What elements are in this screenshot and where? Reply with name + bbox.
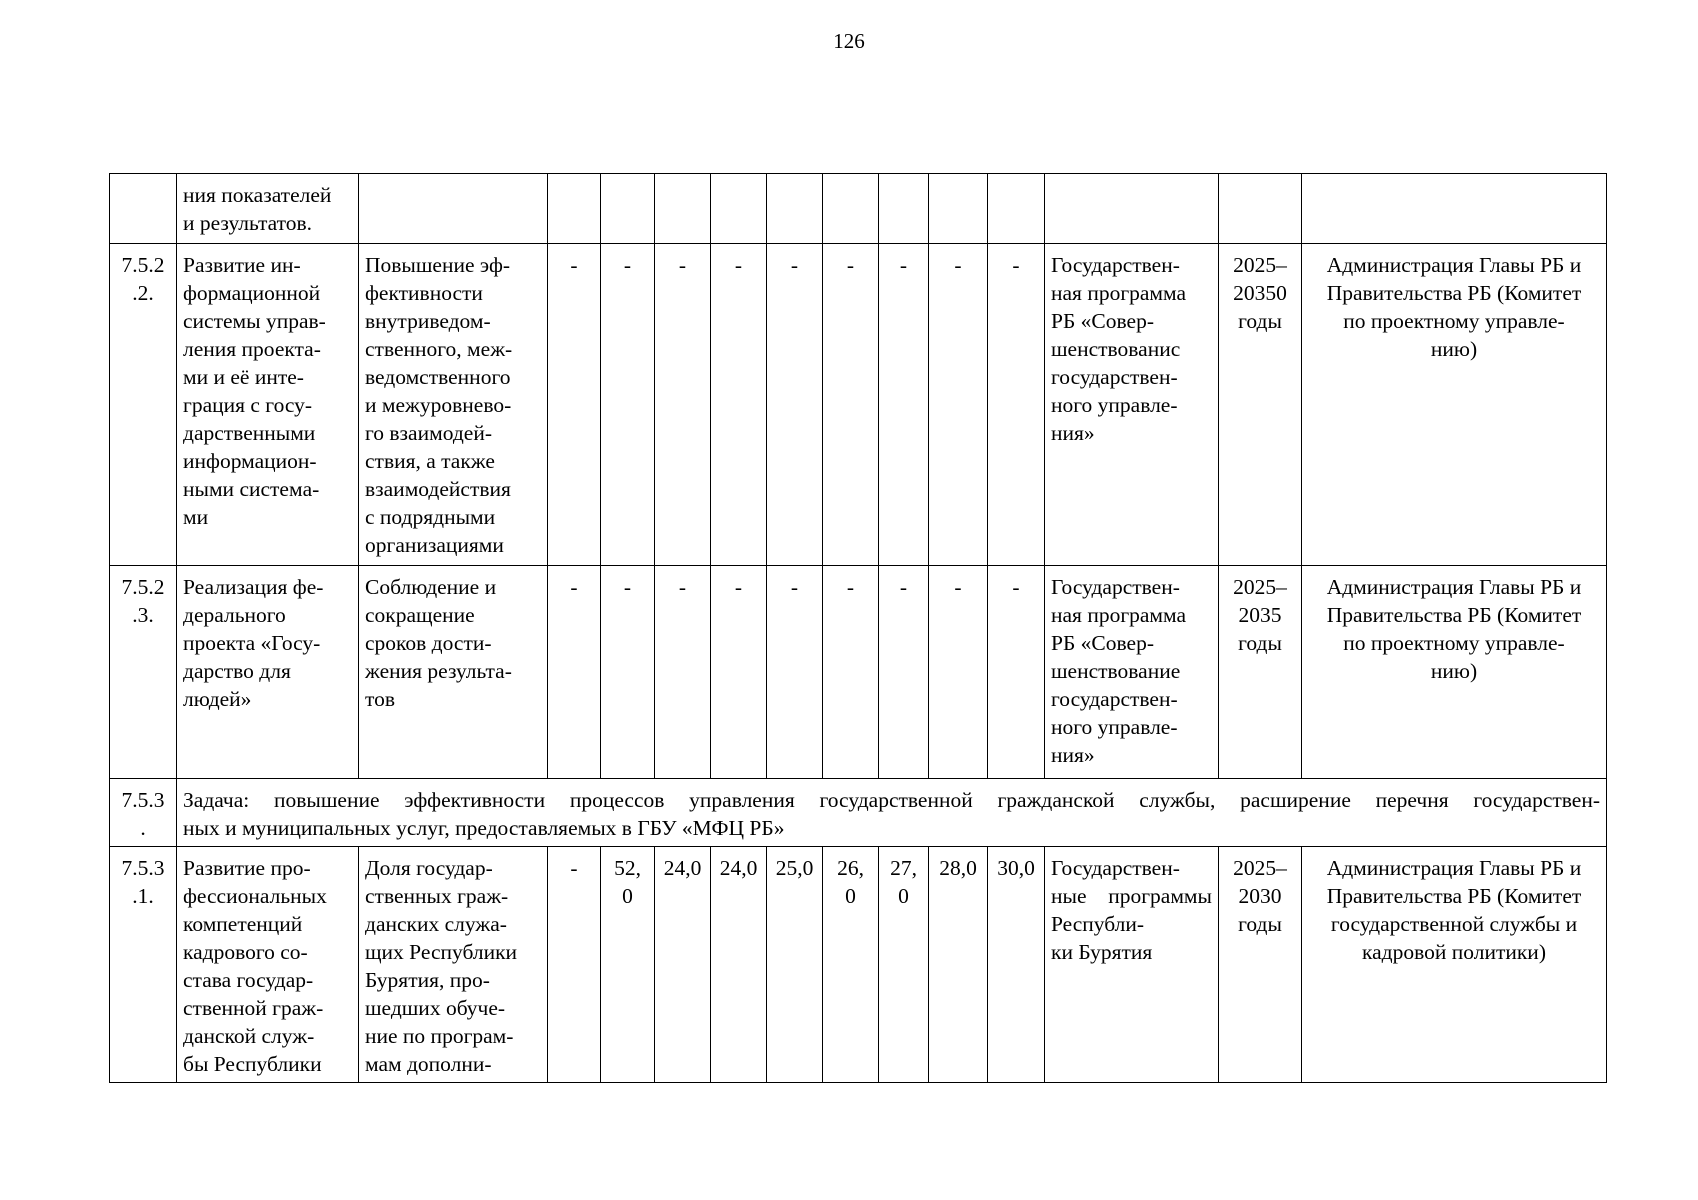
value-cell: - [711, 566, 767, 779]
program-cell: Государствен- ная программа РБ «Совер- шенствованис государствен- ного управле- ния» [1045, 244, 1219, 566]
value-cell: - [988, 566, 1045, 779]
program-cell [1045, 174, 1219, 244]
activity-name-cell: Развитие ин- формационной системы управ- ления проекта- ми и её инте- грация с госу- дарственными информацион- ными системa- ми [177, 244, 359, 566]
task-row [110, 779, 1607, 847]
value-cell: - [711, 244, 767, 566]
program-cell: Государствен- ные программы Республи- ки Бурятия [1045, 847, 1219, 1083]
row-number-cell [110, 174, 177, 244]
table-row [110, 174, 1607, 244]
value-cell: - [988, 244, 1045, 566]
task-text-cell [177, 779, 1607, 847]
table-row [110, 847, 1607, 1083]
value-cell: - [879, 566, 929, 779]
value-cell: 27, 0 [879, 847, 929, 1083]
value-cell [767, 174, 823, 244]
value-cell: - [929, 566, 988, 779]
value-cell: 30,0 [988, 847, 1045, 1083]
program-activities-table [109, 173, 1607, 1083]
value-cell: - [767, 566, 823, 779]
value-cell: - [767, 244, 823, 566]
indicator-cell: Соблюдение и сокращение сроков дости- жения результа- тов [359, 566, 548, 779]
value-cell: - [548, 847, 601, 1083]
value-cell [823, 174, 879, 244]
value-cell: - [823, 566, 879, 779]
period-cell: 2025– 2035 годы [1219, 566, 1302, 779]
value-cell: 24,0 [711, 847, 767, 1083]
row-number-cell: 7.5.3 .1. [110, 847, 177, 1083]
page-number: 126 [833, 29, 865, 53]
period-cell: 2025– 2030 годы [1219, 847, 1302, 1083]
value-cell [711, 174, 767, 244]
table-row [110, 244, 1607, 566]
period-cell [1219, 174, 1302, 244]
value-cell: - [655, 244, 711, 566]
value-cell [655, 174, 711, 244]
value-cell: - [601, 566, 655, 779]
value-cell: 52, 0 [601, 847, 655, 1083]
row-number-cell: 7.5.2 .3. [110, 566, 177, 779]
value-cell: - [823, 244, 879, 566]
value-cell: - [601, 244, 655, 566]
value-cell [929, 174, 988, 244]
value-cell: 25,0 [767, 847, 823, 1083]
activity-name-cell: ния показателей и результатов. [177, 174, 359, 244]
value-cell [988, 174, 1045, 244]
program-cell: Государствен- ная программа РБ «Совер- шенствование государствен- ного управле- ния» [1045, 566, 1219, 779]
value-cell: - [548, 566, 601, 779]
value-cell: - [655, 566, 711, 779]
value-cell: 28,0 [929, 847, 988, 1083]
value-cell: 26, 0 [823, 847, 879, 1083]
value-cell [548, 174, 601, 244]
indicator-cell: Повышение эф- фективности внутриведом- ственного, меж- ведомственного и межуровнево- го взаимодей- ствия, а также взаимодействия с подрядными организациями [359, 244, 548, 566]
table-row [110, 566, 1607, 779]
task-text-line: ных и муниципальных услуг, предоставляемых в ГБУ «МФЦ РБ» [183, 816, 785, 840]
task-text-line: Задача: повышение эффективности процессов управления государственной гражданской службы, расширение перечня государствен- [183, 788, 1600, 812]
executor-cell: Администрация Главы РБ и Правительства РБ (Комитет по проектному управле- нию) [1302, 244, 1607, 566]
value-cell [601, 174, 655, 244]
value-cell [879, 174, 929, 244]
value-cell: 24,0 [655, 847, 711, 1083]
task-number-cell: 7.5.3 . [110, 779, 177, 847]
value-cell: - [879, 244, 929, 566]
period-cell: 2025– 20350 годы [1219, 244, 1302, 566]
indicator-cell: Доля государ- ственных граж- данских служа- щих Республики Бурятия, про- шедших обуче- ние по програм- мам дополни- [359, 847, 548, 1083]
executor-cell [1302, 174, 1607, 244]
value-cell: - [929, 244, 988, 566]
row-number-cell: 7.5.2 .2. [110, 244, 177, 566]
activity-name-cell: Развитие про- фессиональных компетенций кадрового со- става государ- ственной граж- данской служ- бы Республики [177, 847, 359, 1083]
indicator-cell [359, 174, 548, 244]
executor-cell: Администрация Главы РБ и Правительства РБ (Комитет по проектному управле- нию) [1302, 566, 1607, 779]
executor-cell: Администрация Главы РБ и Правительства РБ (Комитет государственной службы и кадровой политики) [1302, 847, 1607, 1083]
value-cell: - [548, 244, 601, 566]
activity-name-cell: Реализация фе- дерального проекта «Госу- дарство для людей» [177, 566, 359, 779]
